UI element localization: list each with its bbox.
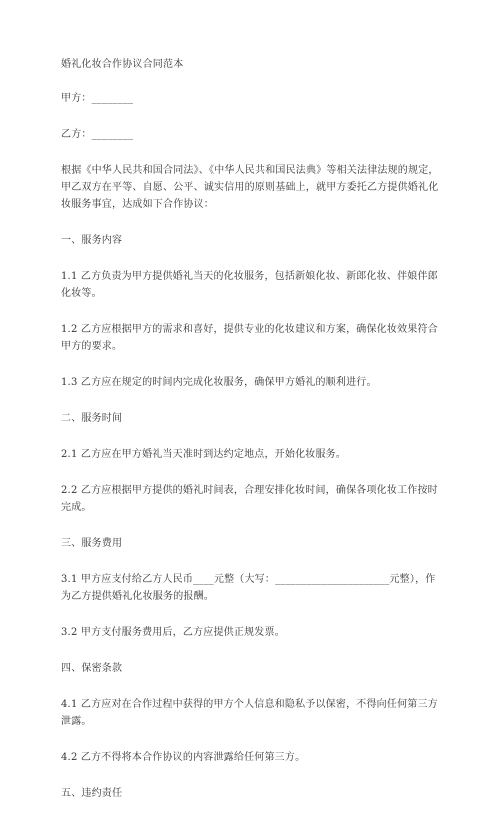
document-title: 婚礼化妆合作协议合同范本 [61, 59, 184, 70]
clause-3-1: 3.1 甲方应支付给乙方人民币____元整（大写：______________________元整），作为乙方提供婚礼化妆服务的报酬。 [61, 574, 436, 602]
section-heading-service-content: 一、服务内容 [61, 235, 123, 246]
section-heading-service-time: 二、服务时间 [61, 413, 123, 424]
clause-2-2: 2.2 乙方应根据甲方提供的婚礼时间表，合理安排化妆时间，确保各项化妆工作按时完成。 [61, 485, 438, 513]
section-heading-service-fee: 三、服务费用 [61, 538, 123, 549]
party-a-line: 甲方：________ [61, 93, 134, 104]
party-b-line: 乙方：________ [61, 129, 134, 140]
clause-1-3: 1.3 乙方应在规定的时间内完成化妆服务，确保甲方婚礼的顺利进行。 [61, 377, 377, 388]
clause-4-2: 4.2 乙方不得将本合作协议的内容泄露给任何第三方。 [61, 752, 306, 763]
document-body [61, 56, 441, 821]
section-heading-confidentiality: 四、保密条款 [61, 663, 123, 674]
section-heading-liability: 五、违约责任 [61, 788, 123, 799]
clause-1-1: 1.1 乙方负责为甲方提供婚礼当天的化妆服务，包括新娘化妆、新郎化妆、伴娘伴郎化妆等。 [61, 271, 438, 299]
clause-1-2: 1.2 乙方应根据甲方的需求和喜好，提供专业的化妆建议和方案，确保化妆效果符合甲方的要求。 [61, 324, 438, 352]
clause-3-2: 3.2 甲方支付服务费用后，乙方应提供正规发票。 [61, 627, 285, 638]
clause-4-1: 4.1 乙方应对在合作过程中获得的甲方个人信息和隐私予以保密，不得向任何第三方泄露。 [61, 699, 438, 727]
clause-2-1: 2.1 乙方应在甲方婚礼当天准时到达约定地点，开始化妆服务。 [61, 449, 347, 460]
preamble-paragraph: 根据《中华人民共和国合同法》、《中华人民共和国民法典》等相关法律法规的规定，甲乙双方在平等、自愿、公平、诚实信用的原则基础上，就甲方委托乙方提供婚礼化妆服务事宜，达成如下合作协议： [61, 165, 439, 210]
